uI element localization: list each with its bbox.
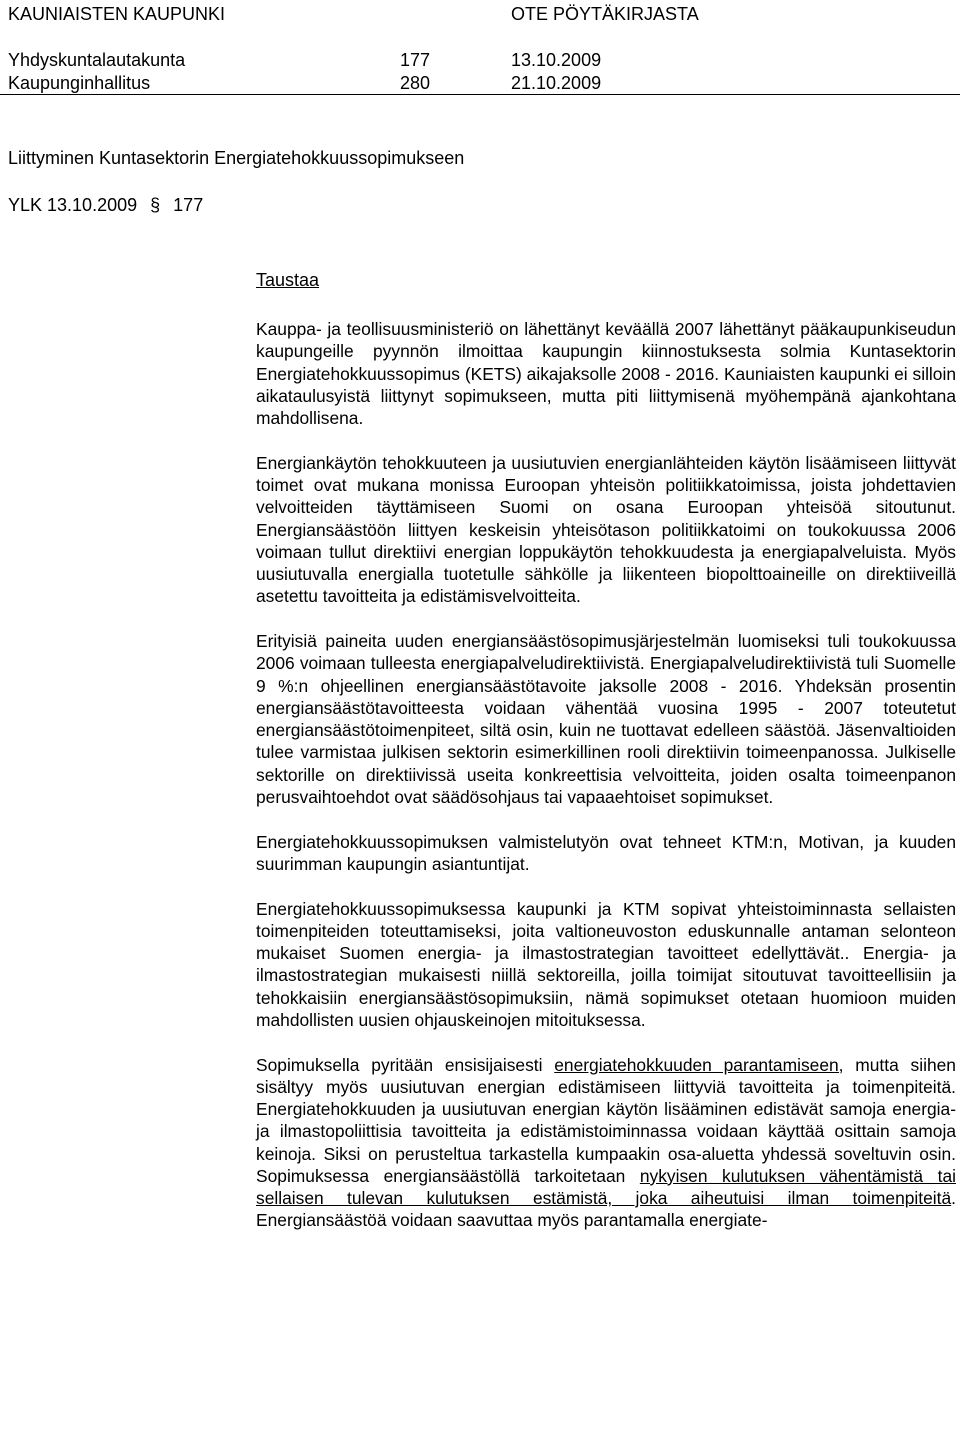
meeting-date-1: 13.10.2009 (511, 50, 602, 70)
paragraph-3: Erityisiä paineita uuden energiansäästösopimusjärjestelmän luomiseksi tuli toukokuussa 2006 voimaan tulleesta energiapalveludirektiivistä. Energiapalveludirektiivistä tuli Suomelle 9 %:n ohjeellinen energiansäästötavoite jaksolle 2008 - 2016. Yhdeksän prosentin energiansäästötavoitteesta voidaan vähentää vuosina 1995 - 2007 toteutetut energiansäästötoimenpiteet, siltä osin, kuin ne tuottavat edelleen säästöä. Jäsenvaltioiden tulee varmistaa julkisen sektorin esimerkillinen rooli direktiivin toimeenpanossa. Julkiselle sektorille on direktiivissä useita konkreettisia velvoitteita, joiden osalta toimeenpanon perusvaihtoehdot ovat säädösohjaus tai vapaaehtoiset sopimukset. (256, 631, 956, 807)
document-title: Liittyminen Kuntasektorin Energiatehokkuussopimukseen (8, 148, 465, 168)
header-divider (0, 94, 960, 95)
section-heading: Taustaa (256, 270, 320, 290)
meeting-body-1: Yhdyskuntalautakunta (8, 50, 186, 70)
section-reference (8, 193, 203, 217)
paragraph-4: Energiatehokkuussopimuksen valmistelutyön ovat tehneet KTM:n, Motivan, ja kuuden suurimman kaupungin asiantuntijat. (256, 831, 956, 874)
p6-text-a: Sopimuksella pyritään ensisijaisesti (256, 1054, 555, 1075)
p6-underlined-b: nykyisen kulutuksen vähentämistä tai sellaisen tulevan kulutuksen estämistä, joka aiheutuisi ilman toimenpiteitä (256, 1165, 956, 1208)
p6-text-c: . Energiansäästöä voidaan saavuttaa myös parantamalla energiate- (256, 1188, 956, 1231)
section-symbol: § (150, 195, 161, 215)
section-number-2: 280 (400, 73, 431, 93)
section-ref: YLK 13.10.2009 (8, 195, 138, 215)
org-name: KAUNIAISTEN KAUPUNKI (8, 4, 226, 24)
paragraph-1: Kauppa- ja teollisuusministeriö on lähettänyt keväällä 2007 lähettänyt pääkaupunkiseudun kaupungeille pyynnön ilmoittaa kaupungin kiinnostuksesta solmia Kuntasektorin Energiatehokkuussopimus (KETS) aikajaksolle 2008 - 2016. Kauniaisten kaupunki ei silloin aikataulusyistä liittynyt sopimukseen, mutta piti liittymisenä myöhempänä ajankohtana mahdollisena. (256, 319, 956, 428)
paragraph-2: Energiankäytön tehokkuuteen ja uusiutuvien energianlähteiden käytön lisäämiseen liittyvät toimet ovat mukana monissa Euroopan yhteisön politiikkatoimissa, joista johdettavien velvoitteiden täyttämiseen Suomi on osana Euroopan yhteisöä sitoutunut. Energiansäästöön liittyen keskeisin yhteisötason politiikkatoimi on toukokuussa 2006 voimaan tullut direktiivi energian loppukäytön tehokkuudesta ja energiapalveluista. Myös uusiutuvalla energialla tuotetulle sähkölle ja liikenteen biopolttoaineille on direktiiveillä asetettu tavoitteita ja edistämisvelvoitteita. (256, 452, 956, 607)
p6-text-b: mutta siihen sisältyy myös uusiutuvan energian edistämiseen liittyviä tavoitteita ja toimenpiteitä. Energiatehokkuuden ja uusiutuvan energian käytön lisääminen edistävät samoja energia- ja ilmastopoliittisia tavoitteita ja edistämistoiminnassa voidaan käyttää osittain samoja keinoja. Siksi on perusteltua tarkastella kumpaakin osa-aluetta yhdessä soveltuvin osin. Sopimuksessa energiansäästöllä tarkoitetaan (256, 1054, 956, 1186)
section-num: 177 (173, 195, 204, 215)
paragraph-6 (256, 1054, 956, 1232)
document-type: OTE PÖYTÄKIRJASTA (511, 4, 699, 24)
p6-underlined-a: energiatehokkuuden parantamiseen, (554, 1054, 844, 1075)
meeting-date-2: 21.10.2009 (511, 73, 602, 93)
paragraph-5: Energiatehokkuussopimuksessa kaupunki ja KTM sopivat yhteistoiminnasta sellaisten toimenpiteiden toteuttamiseksi, joita valtioneuvoston eduskunnalle antaman selonteon mukaiset Suomen energia- ja ilmastostrategian tavoitteet edellyttävät.. Energia- ja ilmastostrategian mukaisesti niillä sektoreilla, joilla toimijat sitoutuvat tavoitteellisiin ja tehokkaisiin energiansäästösopimuksiin, nämä sopimukset otetaan huomioon muiden mahdollisten uusien ohjauskeinojen mitoituksessa. (256, 898, 956, 1030)
section-number-1: 177 (400, 50, 431, 70)
body-text (256, 318, 956, 1254)
meeting-body-2: Kaupunginhallitus (8, 73, 151, 93)
